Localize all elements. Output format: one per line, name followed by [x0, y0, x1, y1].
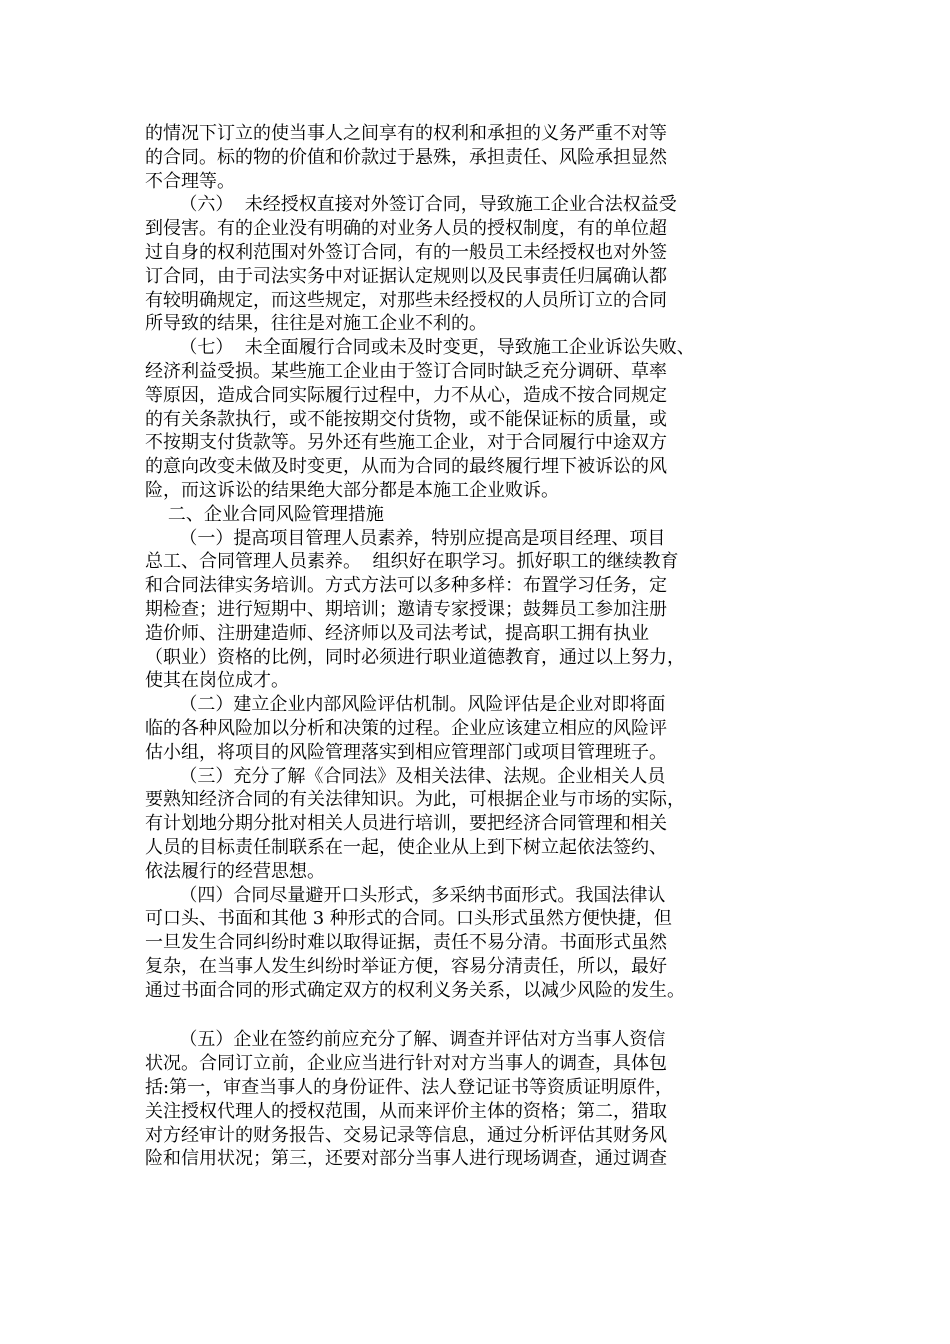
section-heading: 二、企业合同风险管理措施	[145, 503, 384, 525]
text-line-9: 所导致的结果，往往是对施工企业不利的。	[145, 313, 487, 335]
text-line-36: 复杂，在当事人发生纠纷时举证方便，容易分清责任，所以，最好	[145, 955, 667, 977]
text-line-3: 不合理等。	[145, 170, 235, 192]
text-line-4: （六） 未经授权直接对外签订合同，导致施工企业合法权益受	[145, 194, 677, 216]
text-line-43: 对方经审计的财务报告、交易记录等信息，通过分析评估其财务风	[145, 1124, 667, 1146]
text-line-42: 关注授权代理人的授权范围，从而来评价主体的资格；第二，猎取	[145, 1100, 667, 1122]
text-line-12: 等原因，造成合同实际履行过程中，力不从心，造成不按合同规定	[145, 384, 667, 406]
text-line-16: 险，而这诉讼的结果绝大部分都是本施工企业败诉。	[145, 479, 559, 501]
text-line-41: 括:第一，审查当事人的身份证件、法人登记证书等资质证明原件，	[145, 1077, 674, 1099]
text-line-27: 估小组，将项目的风险管理落实到相应管理部门或项目管理班子。	[145, 741, 667, 763]
text-line-7: 订合同，由于司法实务中对证据认定规则以及民事责任归属确认都	[145, 265, 667, 287]
text-line-14: 不按期支付货款等。另外还有些施工企业，对于合同履行中途双方	[145, 432, 667, 454]
text-line-26: 临的各种风险加以分析和决策的过程。企业应该建立相应的风险评	[145, 717, 667, 739]
text-line-15: 的意向改变未做及时变更，从而为合同的最终履行埋下被诉讼的风	[145, 456, 667, 478]
text-line-24: 使其在岗位成才。	[145, 670, 289, 692]
text-line-13: 的有关条款执行，或不能按期交付货物，或不能保证标的质量，或	[145, 408, 667, 430]
text-line-28: （三）充分了解《合同法》及相关法律、法规。企业相关人员	[145, 765, 666, 787]
text-line-19: 总工、合同管理人员素养。 组织好在职学习。抓好职工的继续教育	[145, 551, 679, 573]
text-line-1: 的情况下订立的使当事人之间享有的权利和承担的义务严重不对等	[145, 123, 667, 144]
text-line-25: （二）建立企业内部风险评估机制。风险评估是企业对即将面	[145, 694, 666, 716]
text-line-21: 期检查；进行短期中、期培训；邀请专家授课；鼓舞员工参加注册	[145, 598, 667, 620]
text-line-20: 和合同法律实务培训。方式方法可以多种多样：布置学习任务，定	[145, 575, 667, 597]
blank-line	[145, 1002, 805, 1028]
text-line-34: 可口头、书面和其他 3 种形式的合同。口头形式虽然方便快捷，但	[145, 908, 672, 930]
text-line-8: 有较明确规定，而这些规定，对那些未经授权的人员所订立的合同	[145, 289, 667, 311]
text-line-37: 通过书面合同的形式确定双方的权利义务关系，以减少风险的发生。	[145, 979, 685, 1001]
text-line-5: 到侵害。有的企业没有明确的对业务人员的授权制度，有的单位超	[145, 218, 667, 240]
text-line-23: （职业）资格的比例，同时必须进行职业道德教育，通过以上努力，	[145, 646, 685, 668]
text-line-18: （一）提高项目管理人员素养，特别应提高是项目经理、项目	[145, 527, 666, 549]
text-line-29: 要熟知经济合同的有关法律知识。为此，可根据企业与市场的实际，	[145, 789, 685, 811]
text-line-6: 过自身的权利范围对外签订合同，有的一般员工未经授权也对外签	[145, 241, 667, 263]
text-line-31: 人员的目标责任制联系在一起，使企业从上到下树立起依法签约、	[145, 836, 667, 858]
text-line-33: （四）合同尽量避开口头形式，多采纳书面形式。我国法律认	[145, 884, 666, 906]
text-line-22: 造价师、注册建造师、经济师以及司法考试，提高职工拥有执业	[145, 622, 649, 644]
text-line-10: （七） 未全面履行合同或未及时变更，导致施工企业诉讼失败、	[145, 337, 695, 359]
text-line-32: 依法履行的经营思想。	[145, 860, 325, 882]
text-line-39: （五）企业在签约前应充分了解、调查并评估对方当事人资信	[145, 1029, 666, 1051]
text-line-44: 险和信用状况；第三，还要对部分当事人进行现场调查，通过调查	[145, 1148, 667, 1170]
text-line-11: 经济利益受损。某些施工企业由于签订合同时缺乏充分调研、草率	[145, 360, 667, 382]
document-body	[145, 122, 805, 1171]
text-line-40: 状况。合同订立前，企业应当进行针对对方当事人的调查，具体包	[145, 1053, 667, 1075]
text-line-30: 有计划地分期分批对相关人员进行培训，要把经济合同管理和相关	[145, 813, 667, 835]
text-line-35: 一旦发生合同纠纷时难以取得证据，责任不易分清。书面形式虽然	[145, 932, 667, 954]
text-line-2: 的合同。标的物的价值和价款过于悬殊，承担责任、风险承担显然	[145, 146, 667, 168]
